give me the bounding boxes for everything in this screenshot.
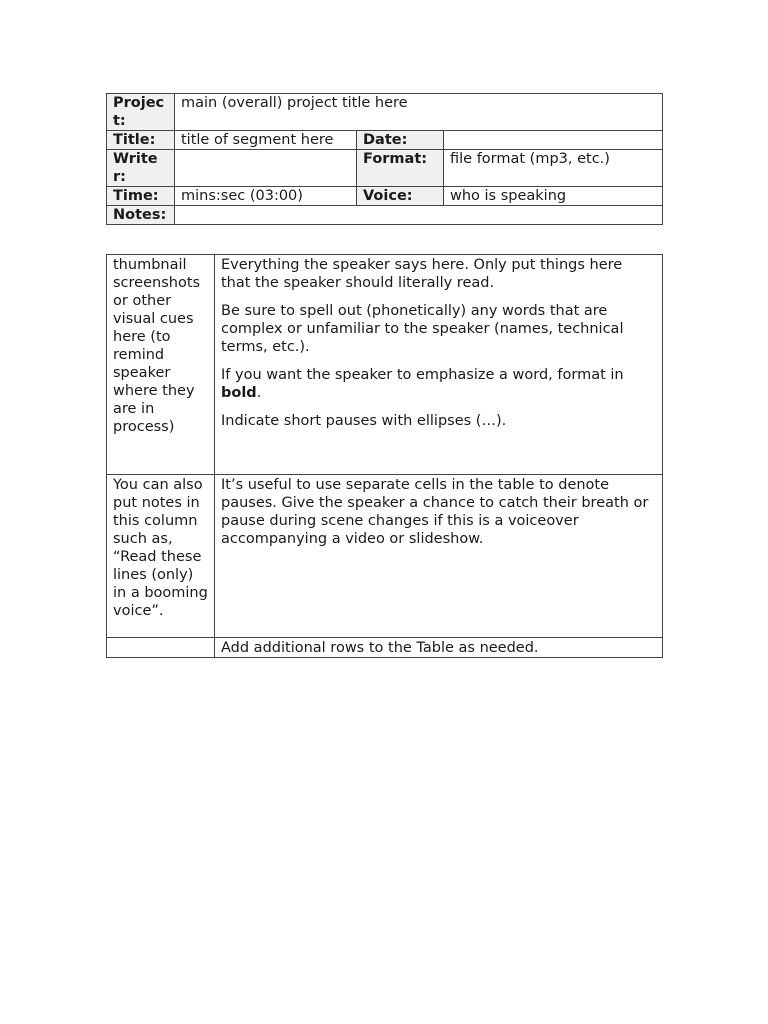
speech-paragraph: Add additional rows to the Table as needed. [221,640,539,656]
speech-text: If you want the speaker to emphasize a word, format in [221,367,624,383]
writer-label: Writer: [107,150,175,187]
project-row [107,94,663,131]
script-body-table [106,254,663,658]
notes-value[interactable] [175,206,663,225]
writer-row [107,150,663,187]
script-row [107,255,663,475]
time-row [107,187,663,206]
date-value[interactable] [444,131,663,150]
speech-cell[interactable] [215,638,663,658]
time-value[interactable]: mins:sec (03:00) [175,187,357,206]
project-value[interactable]: main (overall) project title here [175,94,663,131]
title-value[interactable]: title of segment here [175,131,357,150]
cue-cell[interactable] [107,638,215,658]
date-label: Date: [357,131,444,150]
writer-value[interactable] [175,150,357,187]
notes-label: Notes: [107,206,175,225]
format-label: Format: [357,150,444,187]
time-label: Time: [107,187,175,206]
speech-paragraph: Be sure to spell out (phonetically) any words that are complex or unfamiliar to the speaker (names, technical terms, etc.). [221,303,624,355]
project-label: Project: [107,94,175,131]
cue-cell[interactable]: You can also put notes in this column such as, “Read these lines (only) in a booming voice”. [107,475,215,638]
cue-cell[interactable]: thumbnail screenshots or other visual cues here (to remind speaker where they are in process) [107,255,215,475]
speech-cell[interactable] [215,255,663,475]
title-label: Title: [107,131,175,150]
speech-paragraph: Everything the speaker says here. Only put things here that the speaker should literally read. [221,257,623,291]
voice-label: Voice: [357,187,444,206]
script-header-table [106,93,663,225]
speech-paragraph: It’s useful to use separate cells in the table to denote pauses. Give the speaker a chance to catch their breath or pause during scene changes if this is a voiceover accompanying a video or slideshow. [221,477,649,547]
bold-example: bold [221,385,257,401]
speech-paragraph [221,366,656,402]
script-row [107,638,663,658]
speech-text: . [256,385,262,401]
format-value[interactable]: file format (mp3, etc.) [444,150,663,187]
title-row [107,131,663,150]
notes-row [107,206,663,225]
speech-cell[interactable] [215,475,663,638]
speech-paragraph: Indicate short pauses with ellipses (…). [221,413,507,429]
script-row [107,475,663,638]
voice-value[interactable]: who is speaking [444,187,663,206]
